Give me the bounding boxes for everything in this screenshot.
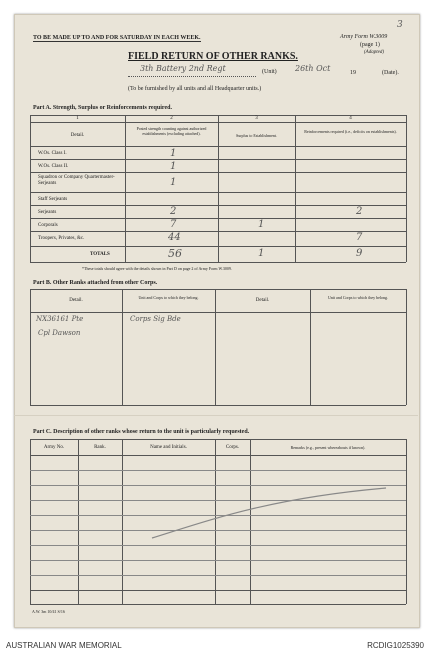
header-detail: Detail. (70, 133, 85, 138)
part-c-header-corps: Corps. (225, 445, 240, 450)
part-b-header-unit-2: Unit and Corps to which they belong. (327, 295, 389, 300)
header-notice: TO BE MADE UP TO AND FOR SATURDAY IN EACH WEEK. (33, 35, 201, 41)
pencil-stroke (150, 480, 390, 540)
row-detail-serjeants: Serjeants (38, 210, 57, 215)
part-b-header-unit-1: Unit and Corps to which they belong. (138, 295, 199, 300)
row-posted-wo2: 1 (170, 161, 177, 172)
row-detail-wo1: W.Os. Class I. (38, 151, 67, 156)
part-c-heading: Part C. Description of other ranks whose return to the unit is particularly requested. (33, 429, 250, 435)
col-number-4: 4 (349, 116, 352, 121)
part-a-heading: Part A. Strength, Surplus or Reinforcements required. (33, 105, 172, 111)
part-b-header-detail-1: Detail. (69, 298, 83, 303)
col-number-2: 2 (170, 116, 173, 121)
totals-posted: 56 (168, 247, 182, 260)
row-detail-wo2: W.Os. Class II. (38, 164, 69, 169)
totals-reinf: 9 (356, 248, 363, 259)
form-page-number: (page 1) (360, 42, 380, 48)
unit-value: 3th Battery 2nd Regt (140, 64, 226, 73)
row-detail-troopers: Troopers, Privates, &c. (38, 236, 85, 241)
form-adapted: (Adapted) (364, 50, 384, 55)
row-detail-cqms: Squadron or Company Quartermaster-Serjeants (38, 175, 115, 186)
row-posted-corporals: 7 (170, 219, 177, 230)
part-b-entry-2: Corps Sig Bde (130, 315, 181, 323)
part-c-header-army-no: Army No. (43, 445, 65, 450)
part-b-header-detail-2: Detail. (255, 298, 270, 303)
row-posted-serjeants: 2 (170, 206, 177, 217)
date-label: (Date). (382, 70, 399, 76)
corner-mark: 3 (397, 20, 403, 30)
row-detail-staff-serjeants: Staff Serjeants (38, 197, 68, 202)
archive-footer (0, 638, 430, 654)
date-value: 26th Oct (295, 64, 331, 73)
unit-label: (Unit) (262, 69, 277, 75)
footer-right: RCDIG1025390 (367, 641, 424, 650)
form-title: FIELD RETURN OF OTHER RANKS. (128, 51, 298, 62)
unit-underline (128, 76, 256, 77)
part-c-header-remarks: Remarks (e.g., present whereabouts if known). (290, 445, 366, 450)
row-detail-corporals: Corporals (38, 223, 58, 228)
row-reinf-troopers: 7 (356, 232, 363, 243)
furnished-note: (To be furnished by all units and all Headquarter units.) (128, 86, 262, 92)
part-b-entry-1: NX36161 Pte (36, 315, 84, 323)
row-posted-cqms: 1 (170, 177, 177, 188)
col-number-3: 3 (255, 116, 258, 121)
year-prefix: 19 (350, 70, 356, 76)
totals-surplus: 1 (258, 248, 265, 259)
header-posted-strength: Posted strength counting against authorized establishments (excluding attached). (136, 126, 207, 136)
header-surplus: Surplus to Establishment. (236, 133, 277, 138)
army-form-number: Army Form W.3009 (340, 34, 388, 40)
part-c-header-rank: Rank. (94, 445, 106, 450)
header-reinforcements: Reinforcements required (i.e., deficits on establishments). (304, 129, 397, 134)
part-c-header-name: Name and Initials. (150, 445, 187, 450)
row-reinf-serjeants: 2 (356, 206, 363, 217)
part-b-heading: Part B. Other Ranks attached from other Corps. (33, 280, 158, 286)
part-b-entry-3: Cpl Dawson (38, 329, 81, 337)
footer-left: AUSTRALIAN WAR MEMORIAL (6, 641, 122, 650)
fold-line (14, 415, 418, 416)
col-number-1: 1 (76, 116, 79, 121)
part-a-footnote: *These totals should agree with the details shown in Part D on page 2 of Army Form W.3009. (82, 266, 232, 271)
row-posted-troopers: 44 (168, 232, 181, 243)
row-posted-wo1: 1 (170, 148, 177, 159)
totals-label: TOTALS (90, 252, 110, 257)
row-surplus-corporals: 1 (258, 219, 265, 230)
printer-mark: A.W. 3m 10/41 S/16 (32, 609, 65, 614)
